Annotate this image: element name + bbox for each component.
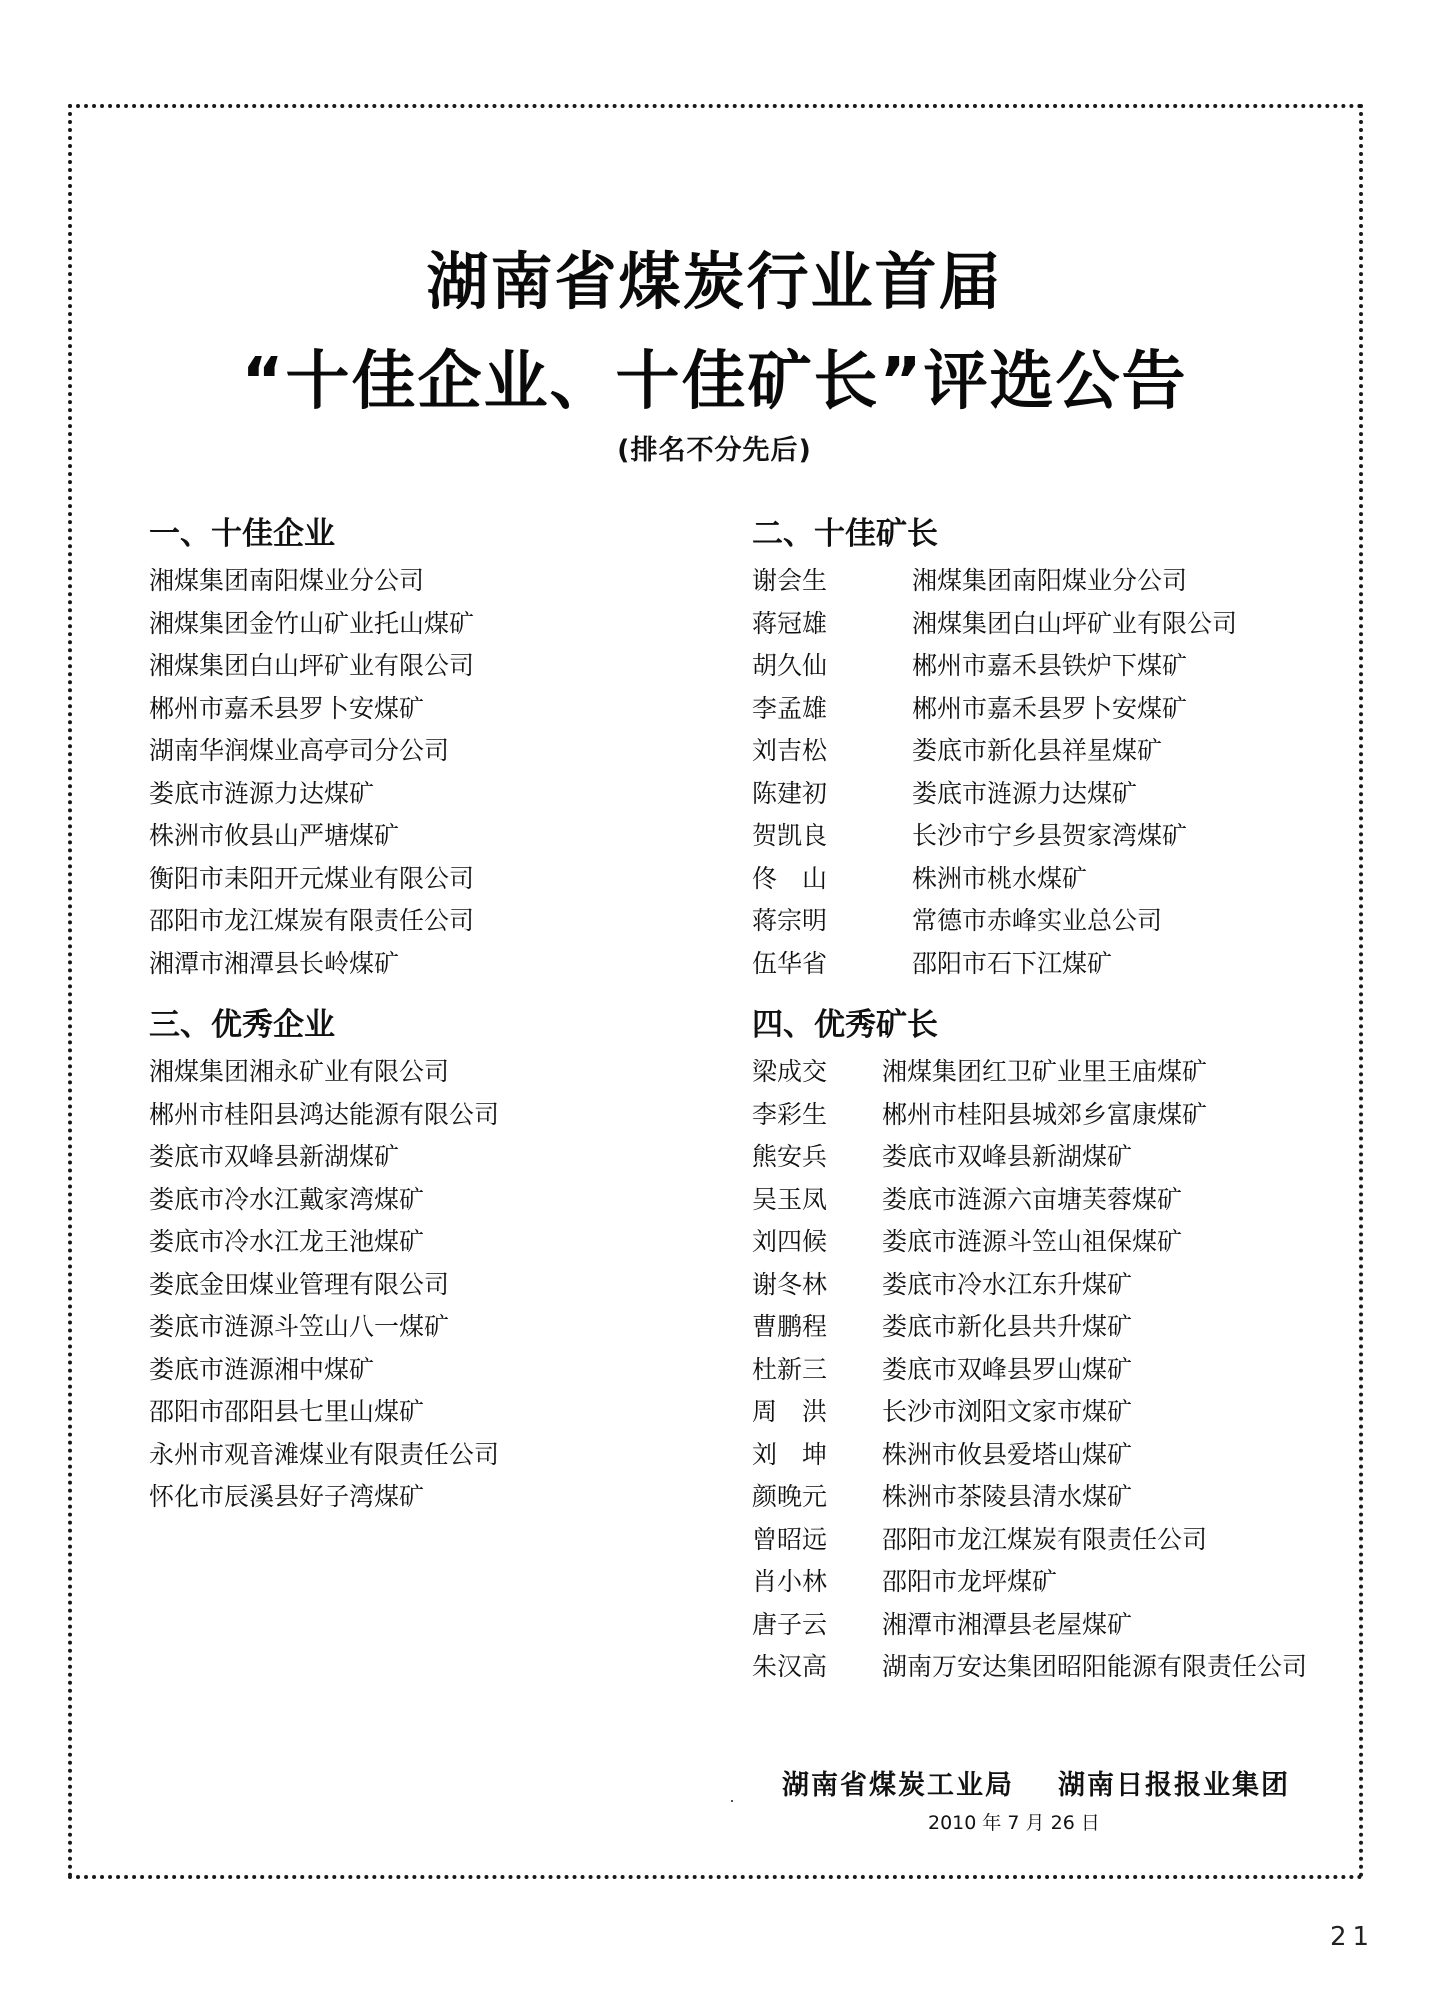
person-name: 谢冬林 <box>752 1269 828 1299</box>
list-item <box>752 815 1237 858</box>
unit-name: 长沙市宁乡县贺家湾煤矿 <box>912 821 1188 850</box>
person-name: 伍华省 <box>752 948 828 978</box>
list-item: 株洲市攸县山严塘煤矿 <box>149 821 400 850</box>
section-heading: 一、十佳企业 <box>149 516 335 552</box>
unit-name: 娄底市涟源六亩塘芙蓉煤矿 <box>882 1184 1183 1214</box>
unit-name: 湘潭市湘潭县老屋煤矿 <box>882 1609 1133 1639</box>
list-item <box>752 730 1237 773</box>
person-name: 李孟雄 <box>752 693 828 723</box>
list-item <box>752 1519 1307 1562</box>
person-name: 曾昭远 <box>752 1524 828 1554</box>
list-item: 郴州市嘉禾县罗卜安煤矿 <box>149 693 425 723</box>
list-item <box>752 1051 1307 1094</box>
list-item <box>752 1179 1307 1222</box>
list-item: 湘煤集团南阳煤业分公司 <box>149 566 425 595</box>
person-name: 谢会生 <box>752 566 828 595</box>
list-item <box>752 1306 1307 1349</box>
list-item <box>752 943 1237 986</box>
list-item: 怀化市辰溪县好子湾煤矿 <box>149 1482 425 1511</box>
list-item <box>752 900 1237 943</box>
person-name: 刘四候 <box>752 1227 828 1256</box>
list-item <box>752 1391 1307 1434</box>
person-name: 贺凯良 <box>752 821 828 850</box>
list-item: 娄底市涟源斗笠山八一煤矿 <box>149 1312 450 1341</box>
list-item: 娄底市双峰县新湖煤矿 <box>149 1142 400 1171</box>
person-name: 胡久仙 <box>752 651 828 680</box>
issue-date: 2010 年 7 月 26 日 <box>928 1812 1100 1834</box>
list-item: 湘煤集团湘永矿业有限公司 <box>149 1057 450 1086</box>
list-item <box>752 1094 1307 1137</box>
unit-name: 湘煤集团白山坪矿业有限公司 <box>912 608 1238 638</box>
person-name: 唐子云 <box>752 1609 828 1639</box>
list-item <box>752 1221 1307 1264</box>
list-item <box>752 1476 1307 1519</box>
list-item <box>752 1646 1307 1689</box>
list-item: 邵阳市邵阳县七里山煤矿 <box>149 1397 425 1426</box>
section-heading: 二、十佳矿长 <box>752 516 938 552</box>
unit-name: 湘煤集团南阳煤业分公司 <box>912 566 1188 595</box>
person-name: 朱汉高 <box>752 1652 828 1681</box>
list-item: 湘潭市湘潭县长岭煤矿 <box>149 948 400 978</box>
person-name: 刘吉松 <box>752 736 828 765</box>
person-name: 周 洪 <box>752 1397 828 1426</box>
list-item <box>752 1604 1307 1647</box>
subtitle: (排名不分先后) <box>617 435 812 466</box>
person-name: 吴玉凤 <box>752 1184 828 1214</box>
section-excellent-enterprises <box>149 1003 499 1519</box>
list-item <box>752 603 1237 646</box>
list-item: 衡阳市耒阳开元煤业有限公司 <box>149 863 475 893</box>
title-line-2: “十佳企业、十佳矿长”评选公告 <box>241 345 1188 419</box>
list-item <box>752 560 1237 603</box>
list-item: 娄底市涟源力达煤矿 <box>149 778 375 808</box>
list-item: 湘煤集团白山坪矿业有限公司 <box>149 651 475 680</box>
section-top-enterprises <box>149 512 474 985</box>
list-item: 娄底市冷水江龙王池煤矿 <box>149 1227 425 1256</box>
unit-name: 邵阳市龙坪煤矿 <box>882 1567 1058 1596</box>
unit-name: 娄底市新化县共升煤矿 <box>882 1312 1133 1341</box>
unit-name: 邵阳市龙江煤炭有限责任公司 <box>882 1524 1208 1554</box>
list-item <box>752 858 1237 901</box>
unit-name: 邵阳市石下江煤矿 <box>912 948 1113 978</box>
person-name: 杜新三 <box>752 1354 828 1384</box>
unit-name: 娄底市双峰县新湖煤矿 <box>882 1142 1133 1171</box>
person-name: 梁成交 <box>752 1057 828 1086</box>
unit-name: 郴州市桂阳县城郊乡富康煤矿 <box>882 1099 1208 1129</box>
list-item <box>752 688 1237 731</box>
person-name: 李彩生 <box>752 1099 828 1129</box>
list-item: 湘煤集团金竹山矿业托山煤矿 <box>149 608 475 638</box>
issuer-2: 湖南日报报业集团 <box>1058 1770 1290 1801</box>
list-item <box>752 645 1237 688</box>
person-name: 陈建初 <box>752 778 828 808</box>
title-line-1: 湖南省煤炭行业首届 <box>426 245 1003 318</box>
handwritten-page-number: 21 <box>1330 1922 1376 1952</box>
list-item: 娄底市涟源湘中煤矿 <box>149 1354 375 1384</box>
unit-name: 娄底市双峰县罗山煤矿 <box>882 1354 1133 1384</box>
person-name: 肖小林 <box>752 1567 828 1596</box>
unit-name: 湘煤集团红卫矿业里王庙煤矿 <box>882 1057 1208 1086</box>
unit-name: 常德市赤峰实业总公司 <box>912 906 1163 935</box>
section-heading: 四、优秀矿长 <box>752 1007 938 1043</box>
list-item: 郴州市桂阳县鸿达能源有限公司 <box>149 1099 500 1129</box>
list-item: 湖南华润煤业高亭司分公司 <box>149 736 450 765</box>
unit-name: 株洲市桃水煤矿 <box>912 863 1088 893</box>
scan-speck <box>731 1800 733 1802</box>
person-name: 刘 坤 <box>752 1439 828 1469</box>
person-name: 蒋宗明 <box>752 906 828 935</box>
list-item <box>752 1434 1307 1477</box>
section-top-mine-directors <box>752 512 1237 985</box>
unit-name: 长沙市浏阳文家市煤矿 <box>882 1397 1133 1426</box>
list-item <box>752 773 1237 816</box>
unit-name: 郴州市嘉禾县罗卜安煤矿 <box>912 693 1188 723</box>
issuer-signature <box>782 1763 1290 1802</box>
list-item <box>752 1136 1307 1179</box>
unit-name: 湖南万安达集团昭阳能源有限责任公司 <box>882 1652 1308 1681</box>
unit-name: 娄底市冷水江东升煤矿 <box>882 1269 1133 1299</box>
list-item <box>752 1561 1307 1604</box>
unit-name: 娄底市涟源力达煤矿 <box>912 778 1138 808</box>
list-item <box>752 1349 1307 1392</box>
list-item: 娄底市冷水江戴家湾煤矿 <box>149 1184 425 1214</box>
unit-name: 娄底市新化县祥星煤矿 <box>912 736 1163 765</box>
person-name: 佟 山 <box>752 863 828 893</box>
person-name: 曹鹏程 <box>752 1312 828 1341</box>
unit-name: 郴州市嘉禾县铁炉下煤矿 <box>912 651 1188 680</box>
issuer-1: 湖南省煤炭工业局 <box>782 1770 1014 1801</box>
person-name: 蒋冠雄 <box>752 608 828 638</box>
person-name: 熊安兵 <box>752 1142 828 1171</box>
person-name: 颜晚元 <box>752 1482 828 1511</box>
unit-name: 株洲市茶陵县清水煤矿 <box>882 1482 1133 1511</box>
list-item: 娄底金田煤业管理有限公司 <box>149 1269 450 1299</box>
unit-name: 株洲市攸县爱塔山煤矿 <box>882 1439 1133 1469</box>
section-heading: 三、优秀企业 <box>149 1007 335 1043</box>
unit-name: 娄底市涟源斗笠山祖保煤矿 <box>882 1227 1183 1256</box>
list-item <box>752 1264 1307 1307</box>
list-item: 邵阳市龙江煤炭有限责任公司 <box>149 906 475 935</box>
section-excellent-mine-directors <box>752 1003 1307 1689</box>
list-item: 永州市观音滩煤业有限责任公司 <box>149 1439 500 1469</box>
